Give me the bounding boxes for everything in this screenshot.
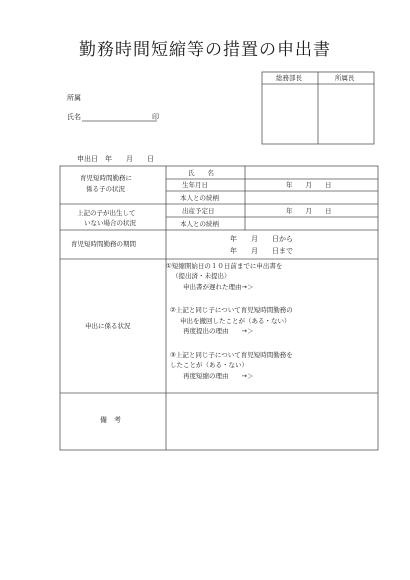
unborn-section-label-1: 上記の子が出生して bbox=[77, 209, 136, 217]
status-item2-reason: 再度提出の理由 →＞ bbox=[183, 327, 254, 335]
status-item3-line2: したことが（ある・ない） bbox=[170, 361, 248, 369]
status-item3-line1: ③上記と同じ子について育児短時間勤務を bbox=[170, 351, 293, 359]
period-from: 年 月 日から bbox=[230, 235, 293, 243]
due-date-label: 出産予定日 bbox=[182, 207, 215, 215]
due-date-value: 年 月 日 bbox=[286, 207, 332, 215]
status-item1-reason: 申出書が遅れた理由→＞ bbox=[183, 283, 254, 291]
period-label: 育児短時間勤務の期間 bbox=[71, 240, 136, 248]
child-birthdate-value: 年 月 日 bbox=[286, 181, 332, 189]
document-title: 勤務時間短縮等の措置の申出書 bbox=[79, 40, 331, 60]
approval-general-affairs-head: 総務部長 bbox=[276, 74, 302, 82]
period-to: 年 月 日まで bbox=[230, 247, 293, 255]
status-item3-reason: 再度短縮の理由 →＞ bbox=[183, 372, 254, 380]
name-label: 氏名 bbox=[67, 113, 81, 121]
status-item1-line1: ①短縮開始日の１０日前までに申出書を bbox=[166, 262, 283, 270]
status-item2-line1: ②上記と同じ子について育児短時間勤務の bbox=[170, 306, 293, 314]
department-label: 所属 bbox=[67, 94, 81, 102]
status-label: 申出に係る状況 bbox=[85, 322, 131, 330]
child-name-label: 氏 名 bbox=[188, 169, 214, 177]
child-section-label-2: 係る子の状況 bbox=[86, 185, 125, 193]
application-date: 申出日 年 月 日 bbox=[77, 155, 154, 163]
child-section-label-1: 育児短時間勤務に bbox=[80, 174, 132, 182]
child-birthdate-label: 生年月日 bbox=[182, 181, 208, 189]
unborn-relation-label: 本人との続柄 bbox=[180, 220, 219, 228]
seal-label: 印 bbox=[152, 113, 159, 121]
status-item2-line2: 申出を撤回したことが（ある・ない） bbox=[180, 317, 291, 325]
child-relation-label: 本人との続柄 bbox=[180, 194, 219, 202]
unborn-section-label-2: いない場合の状況 bbox=[84, 219, 136, 227]
status-item1-line2: （提出済・未提出） bbox=[172, 272, 231, 280]
approval-department-head: 所属長 bbox=[335, 74, 355, 82]
remarks-label: 備 考 bbox=[100, 416, 121, 424]
